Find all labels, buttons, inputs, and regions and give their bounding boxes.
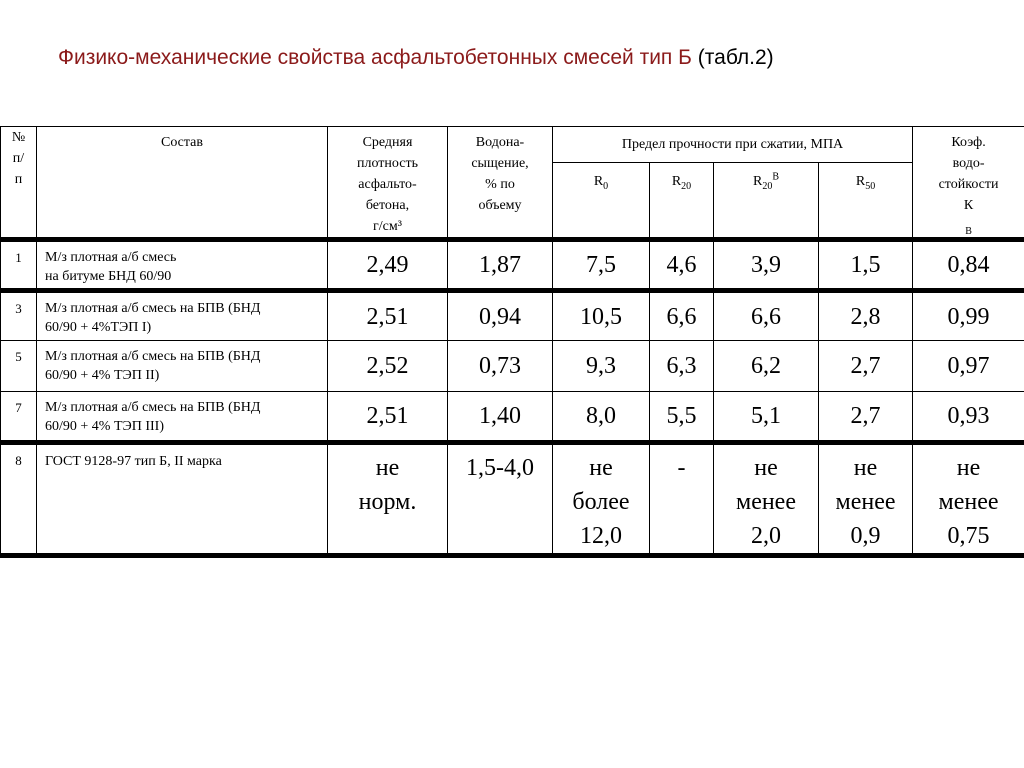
- value-density: 2,51: [328, 291, 448, 341]
- header-r0: $R_0$: [553, 162, 650, 239]
- row-composition: ГОСТ 9128-97 тип Б, II марка: [37, 443, 328, 556]
- value-r20-water: 6,6: [714, 291, 819, 341]
- value-coef: 0,84: [913, 240, 1024, 291]
- value-coef: не менее 0,75: [913, 443, 1024, 556]
- table-row: [1, 240, 1024, 291]
- value-water-saturation: 1,87: [448, 240, 553, 291]
- properties-table: [0, 126, 1024, 558]
- value-r20: 4,6: [650, 240, 714, 291]
- value-r50: 2,8: [819, 291, 913, 341]
- header-compressive-strength: Предел прочности при сжатии, МПА: [553, 127, 913, 163]
- header-num: № п/ п: [1, 127, 37, 240]
- row-num: 3: [1, 291, 37, 341]
- row-composition: М/з плотная а/б смесь на БПВ (БНД 60/90 + 4%ТЭП I): [37, 291, 328, 341]
- value-r50: 2,7: [819, 392, 913, 443]
- value-r50: 2,7: [819, 341, 913, 392]
- row-composition: М/з плотная а/б смесь на БПВ (БНД 60/90 + 4% ТЭП II): [37, 341, 328, 392]
- row-num: 1: [1, 240, 37, 291]
- value-r50: 1,5: [819, 240, 913, 291]
- row-num: 8: [1, 443, 37, 556]
- value-r20: 6,6: [650, 291, 714, 341]
- value-r0: 8,0: [553, 392, 650, 443]
- header-r20-water: $R_{20}^В$: [714, 162, 819, 239]
- row-num: 7: [1, 392, 37, 443]
- value-r0: 10,5: [553, 291, 650, 341]
- value-density: 2,52: [328, 341, 448, 392]
- title-table-ref: (табл.2): [697, 46, 774, 69]
- value-water-saturation: 1,40: [448, 392, 553, 443]
- value-r0: не более 12,0: [553, 443, 650, 556]
- value-r20: 6,3: [650, 341, 714, 392]
- value-r0: 9,3: [553, 341, 650, 392]
- header-water-saturation: Водона- сыщение, % по объему: [448, 127, 553, 240]
- row-composition: М/з плотная а/б смесь на БПВ (БНД 60/90 + 4% ТЭП III): [37, 392, 328, 443]
- value-r20-water: 6,2: [714, 341, 819, 392]
- value-r20-water: не менее 2,0: [714, 443, 819, 556]
- value-density: 2,49: [328, 240, 448, 291]
- value-coef: 0,99: [913, 291, 1024, 341]
- value-r20: -: [650, 443, 714, 556]
- value-density: 2,51: [328, 392, 448, 443]
- header-density: Средняя плотность асфальто- бетона, г/см³: [328, 127, 448, 240]
- row-composition: М/з плотная а/б смесь на битуме БНД 60/90: [37, 240, 328, 291]
- value-coef: 0,93: [913, 392, 1024, 443]
- header-r50: $R_{50}$: [819, 162, 913, 239]
- header-r20: $R_{20}$: [650, 162, 714, 239]
- table-row: [1, 291, 1024, 341]
- title-main: Физико-механические свойства асфальтобетонных смесей тип Б: [58, 46, 692, 69]
- value-water-saturation: 1,5-4,0: [448, 443, 553, 556]
- value-r20: 5,5: [650, 392, 714, 443]
- value-r0: 7,5: [553, 240, 650, 291]
- value-coef: 0,97: [913, 341, 1024, 392]
- header-water-resistance-coef: Коэф. водо- стойкости К $_В$: [913, 127, 1024, 240]
- value-r20-water: 5,1: [714, 392, 819, 443]
- table-row: [1, 392, 1024, 443]
- row-num: 5: [1, 341, 37, 392]
- value-water-saturation: 0,73: [448, 341, 553, 392]
- value-r50: не менее 0,9: [819, 443, 913, 556]
- value-r20-water: 3,9: [714, 240, 819, 291]
- value-water-saturation: 0,94: [448, 291, 553, 341]
- table-row: [1, 341, 1024, 392]
- value-density: не норм.: [328, 443, 448, 556]
- header-composition: Состав: [37, 127, 328, 240]
- table-row-gost: [1, 443, 1024, 556]
- slide-title: [58, 44, 998, 72]
